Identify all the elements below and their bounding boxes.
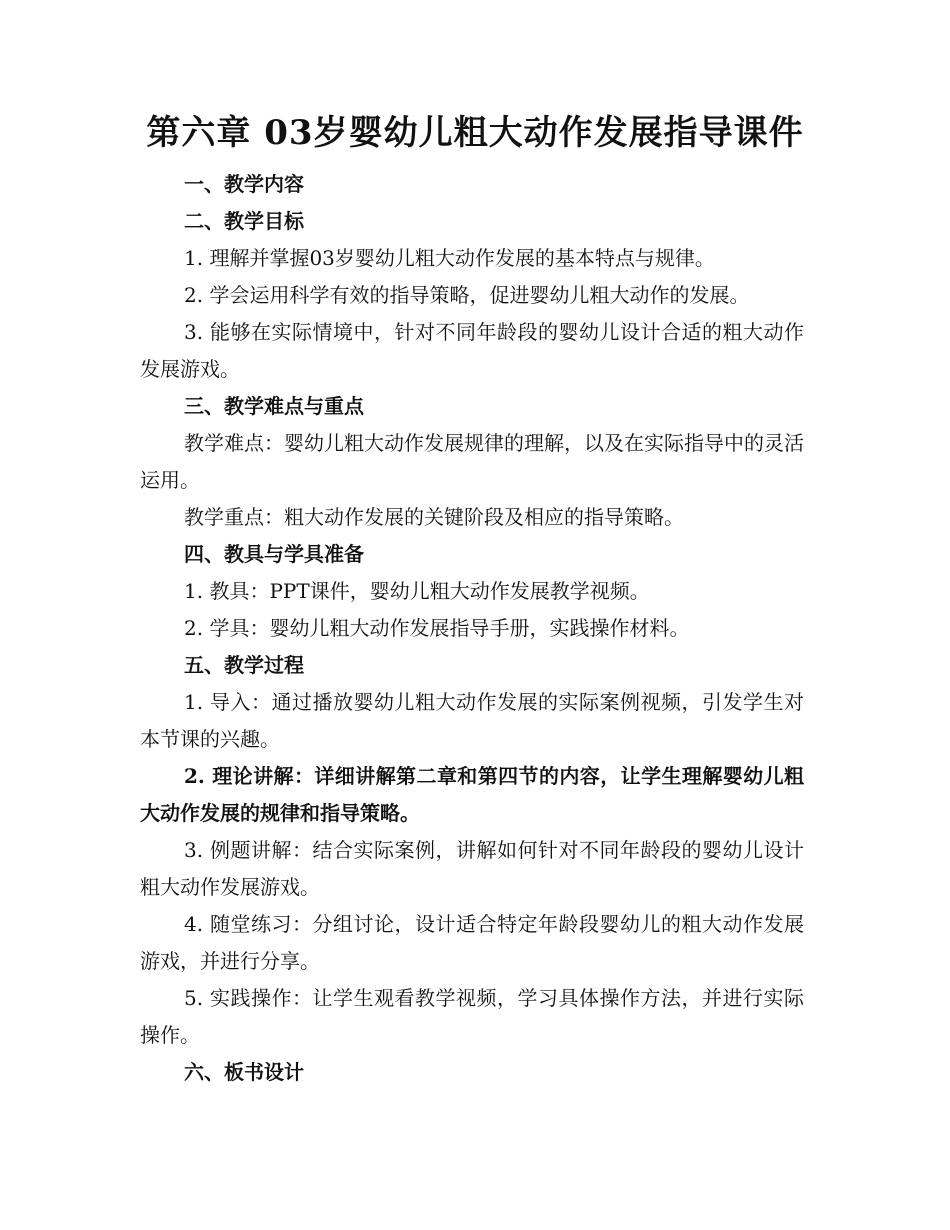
section-heading-board-design: 六、板书设计 — [184, 1060, 304, 1084]
teaching-focus: 教学重点：粗大动作发展的关键阶段及相应的指导策略。 — [184, 505, 684, 529]
objective-item-3: 3. 能够在实际情境中，针对不同年龄段的婴幼儿设计合适的粗大动作发展游戏。 — [140, 320, 804, 381]
objective-item-1: 1. 理解并掌握03岁婴幼儿粗大动作发展的基本特点与规律。 — [184, 246, 715, 270]
process-step-3: 3. 例题讲解：结合实际案例，讲解如何针对不同年龄段的婴幼儿设计粗大动作发展游戏。 — [140, 838, 804, 899]
process-step-2: 2. 理论讲解：详细讲解第二章和第四节的内容，让学生理解婴幼儿粗大动作发展的规律和指导策略。 — [140, 764, 804, 825]
section-heading-difficulties: 三、教学难点与重点 — [184, 394, 364, 418]
document-body — [140, 166, 804, 1091]
section-heading-objectives: 二、教学目标 — [184, 209, 304, 233]
process-step-4: 4. 随堂练习：分组讨论，设计适合特定年龄段婴幼儿的粗大动作发展游戏，并进行分享。 — [140, 912, 804, 973]
process-step-5: 5. 实践操作：让学生观看教学视频，学习具体操作方法，并进行实际操作。 — [140, 986, 804, 1047]
materials-item-2: 2. 学具：婴幼儿粗大动作发展指导手册，实践操作材料。 — [184, 616, 690, 640]
section-heading-materials: 四、教具与学具准备 — [184, 542, 364, 566]
section-heading-content: 一、教学内容 — [184, 172, 304, 196]
teaching-difficulty: 教学难点：婴幼儿粗大动作发展规律的理解，以及在实际指导中的灵活运用。 — [140, 431, 804, 492]
objective-item-2: 2. 学会运用科学有效的指导策略，促进婴幼儿粗大动作的发展。 — [184, 283, 750, 307]
materials-item-1: 1. 教具：PPT课件，婴幼儿粗大动作发展教学视频。 — [184, 579, 650, 603]
process-step-1: 1. 导入：通过播放婴幼儿粗大动作发展的实际案例视频，引发学生对本节课的兴趣。 — [140, 690, 804, 751]
document-title: 第六章 03岁婴幼儿粗大动作发展指导课件 — [146, 113, 804, 153]
section-heading-process: 五、教学过程 — [184, 653, 304, 677]
